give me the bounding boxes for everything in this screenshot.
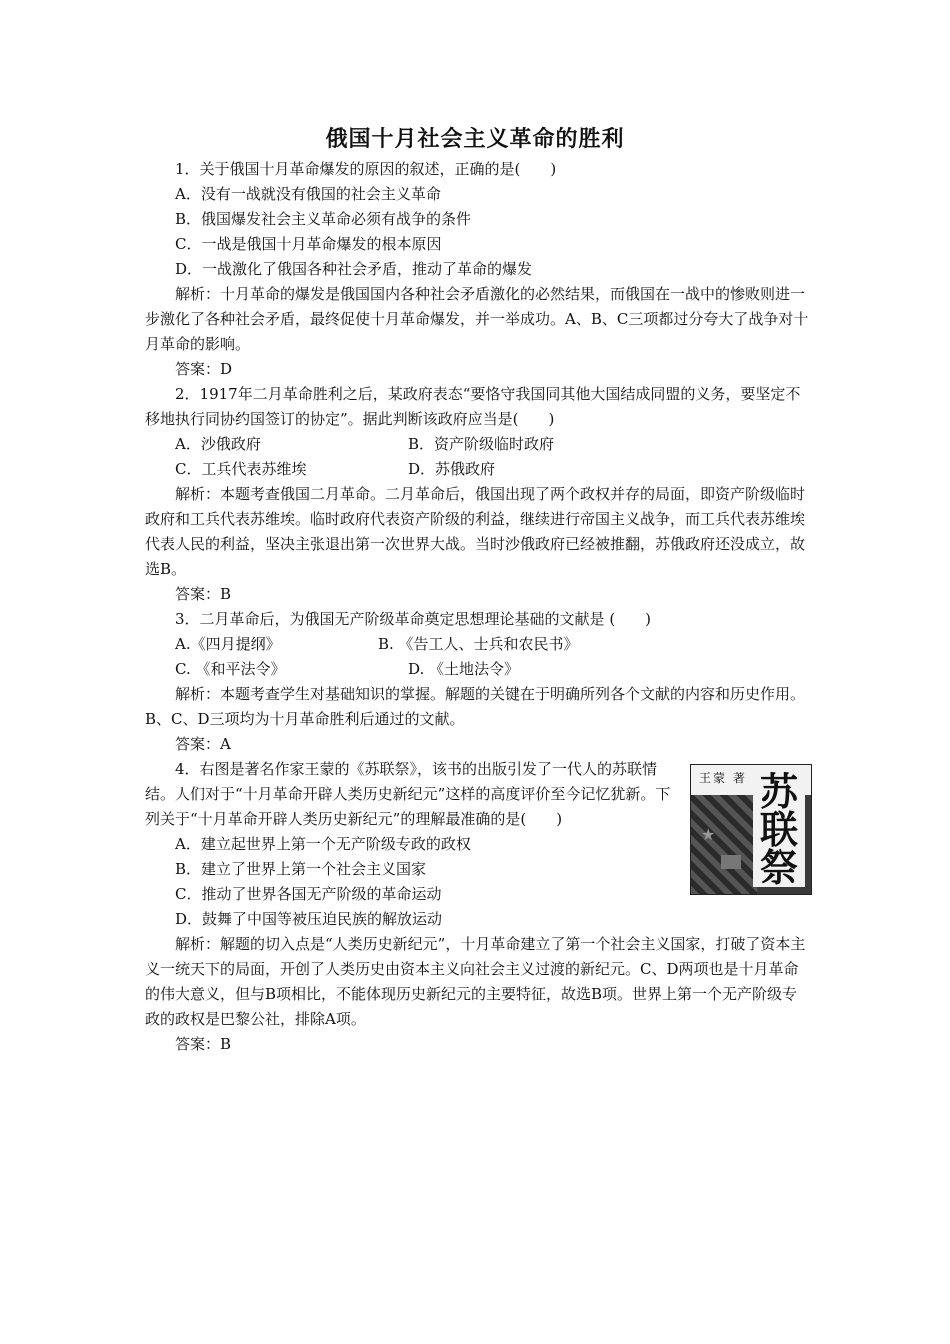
- q4-block: [145, 757, 810, 932]
- flag-icon: [721, 855, 741, 869]
- page-title: 俄国十月社会主义革命的胜利: [325, 127, 625, 152]
- q3-answer: 答案：A: [175, 735, 231, 753]
- q4-answer: 答案：B: [175, 1035, 232, 1053]
- q3-analysis: 解析：本题考查学生对基础知识的掌握。解题的关键在于明确所列各个文献的内容和历史作用。B、C、D三项均为十月革命胜利后通过的文献。: [145, 685, 806, 728]
- q1-analysis: 解析：十月革命的爆发是俄国国内各种社会矛盾激化的必然结果，而俄国在一战中的惨败则进一步激化了各种社会矛盾，最终促使十月革命爆发，并一举成功。A、B、C三项都过分夸大了战争对十月革命的影响。: [145, 285, 809, 353]
- q2-stem: 2．1917年二月革命胜利之后，某政府表态“要恪守我国同其他大国结成同盟的义务，要坚定不移地执行同协约国签订的协定”。据此判断该政府应当是( ): [145, 385, 801, 428]
- q2-option-c: C．工兵代表苏维埃: [175, 460, 307, 478]
- q4-option-a: A．建立起世界上第一个无产阶级专政的政权: [175, 835, 471, 853]
- q4-option-c: C．推动了世界各国无产阶级的革命运动: [175, 885, 442, 903]
- q4-analysis: 解析：解题的切入点是“人类历史新纪元”，十月革命建立了第一个社会主义国家，打破了资本主义一统天下的局面，开创了人类历史由资本主义向社会主义过渡的新纪元。C、D两项也是十月革命的伟大意义，但与B项相比，不能体现历史新纪元的主要特征，故选B项。世界上第一个无产阶级专政的政权是巴黎公社，排除A项。: [145, 935, 806, 1028]
- q1-option-b: B．俄国爆发社会主义革命必须有战争的条件: [175, 210, 472, 228]
- q3-option-b: B. 《告工人、士兵和农民书》: [378, 635, 579, 653]
- q4-option-b: B．建立了世界上第一个社会主义国家: [175, 860, 427, 878]
- document-body: [145, 157, 810, 1057]
- q1-option-c: C．一战是俄国十月革命爆发的根本原因: [175, 235, 442, 253]
- book-title: [753, 770, 805, 890]
- q3-options-row-1: [145, 632, 810, 657]
- star-icon: ★: [701, 825, 716, 844]
- q2-option-a: A．沙俄政府: [175, 435, 261, 453]
- q2-analysis: 解析：本题考查俄国二月革命。二月革命后，俄国出现了两个政权并存的局面，即资产阶级临时政府和工兵代表苏维埃。临时政府代表资产阶级的利益，继续进行帝国主义战争，而工兵代表苏维埃代表人民的利益，坚决主张退出第一次世界大战。当时沙俄政府已经被推翻，苏俄政府还没成立，故选B。: [145, 485, 806, 578]
- book-cover-collage: [691, 795, 757, 894]
- q1-option-a: A．没有一战就没有俄国的社会主义革命: [175, 185, 441, 203]
- book-author: 王蒙 著: [699, 771, 747, 785]
- q2-option-b: B．资产阶级临时政府: [408, 435, 555, 453]
- q3-option-c: C. 《和平法令》: [175, 660, 286, 678]
- q1-option-d: D．一战激化了俄国各种社会矛盾，推动了革命的爆发: [175, 260, 533, 278]
- q3-stem: 3．二月革命后，为俄国无产阶级革命奠定思想理论基础的文献是 ( ): [175, 610, 652, 628]
- q3-option-d: D. 《土地法令》: [408, 660, 520, 678]
- q2-answer: 答案：B: [175, 585, 232, 603]
- book-title-char-2: 联: [759, 808, 798, 852]
- q4-text-column: [145, 757, 677, 932]
- book-cover-image: [690, 764, 812, 895]
- q3-options-row-2: [145, 657, 810, 682]
- q4-stem: 4．右图是著名作家王蒙的《苏联祭》，该书的出版引发了一代人的苏联情结。人们对于“十月革命开辟人类历史新纪元”这样的高度评价至今记忆犹新。下列关于“十月革命开辟人类历史新纪元”的理解最准确的是( ): [145, 760, 671, 828]
- book-title-char-1: 苏: [759, 770, 798, 814]
- q4-option-d: D．鼓舞了中国等被压迫民族的解放运动: [175, 910, 443, 928]
- book-title-char-3: 祭: [759, 846, 798, 890]
- q2-option-d: D．苏俄政府: [408, 460, 496, 478]
- q2-options-row-1: [145, 432, 810, 457]
- q3-option-a: A.《四月提纲》: [175, 635, 281, 653]
- q1-stem: 1．关于俄国十月革命爆发的原因的叙述，正确的是( ): [175, 160, 557, 178]
- q1-answer: 答案：D: [175, 360, 233, 378]
- q2-options-row-2: [145, 457, 810, 482]
